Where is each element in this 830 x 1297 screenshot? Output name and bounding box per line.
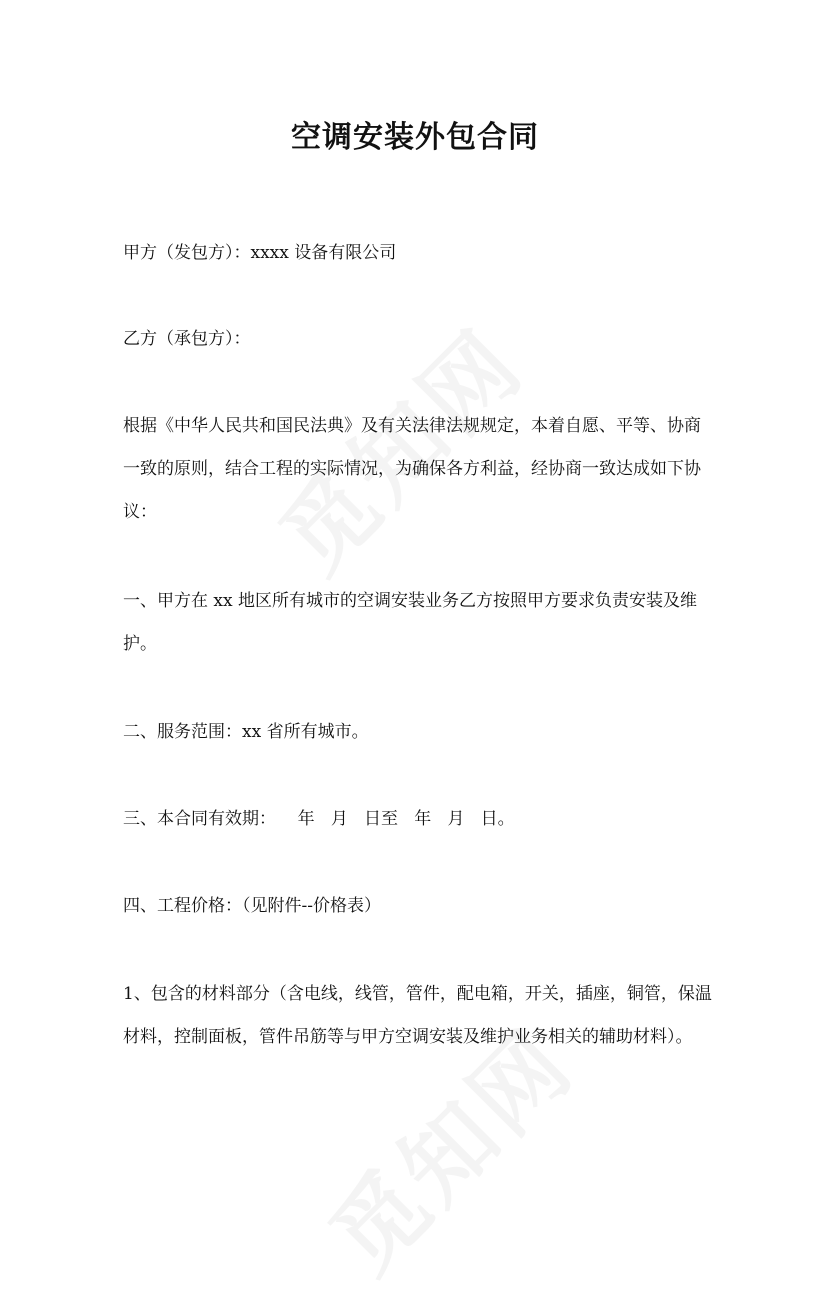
document-title: 空调安装外包合同 [291, 120, 539, 155]
party-a-line: 甲方（发包方）：xxxx 设备有限公司 [123, 243, 397, 263]
preamble-line: 根据《中华人民共和国民法典》及有关法律法规规定，本着自愿、平等、协商 [123, 416, 701, 436]
clause-line: 一、甲方在 xx 地区所有城市的空调安装业务乙方按照甲方要求负责安装及维 [123, 591, 697, 611]
item-1 [123, 973, 713, 1059]
clause-1 [123, 580, 713, 666]
clause-3: 三、本合同有效期： 年 月 日至 年 月 日。 [123, 809, 515, 829]
preamble-line: 议： [123, 502, 157, 522]
clause-4: 四、工程价格：（见附件--价格表） [123, 896, 381, 916]
preamble-line: 一致的原则，结合工程的实际情况，为确保各方利益，经协商一致达成如下协 [123, 459, 701, 479]
clause-line: 护。 [123, 634, 157, 654]
item-line: 材料，控制面板，管件吊筋等与甲方空调安装及维护业务相关的辅助材料）。 [123, 1027, 693, 1047]
preamble-paragraph [123, 405, 713, 534]
party-b-line: 乙方（承包方）： [123, 329, 251, 349]
item-line: 1、包含的材料部分（含电线，线管，管件，配电箱，开关，插座，铜管，保温 [123, 984, 712, 1004]
clause-2: 二、服务范围：xx 省所有城市。 [123, 722, 369, 742]
